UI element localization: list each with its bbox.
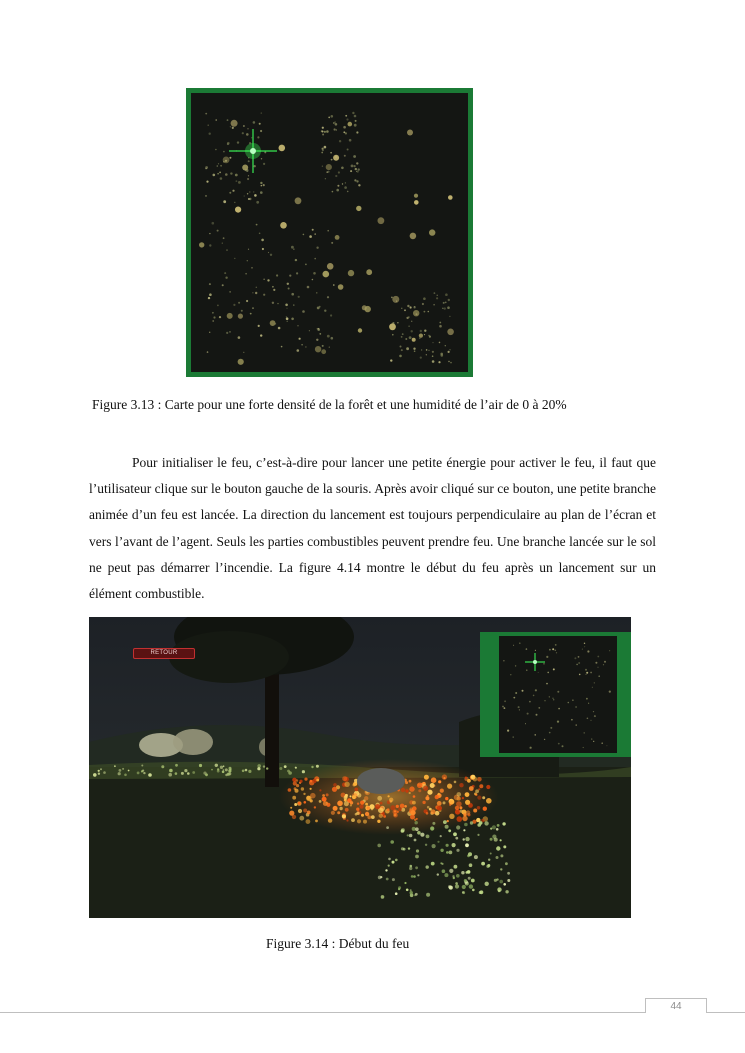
forest-map-image <box>186 88 473 377</box>
back-button[interactable]: RETOUR <box>133 648 195 659</box>
footer-rule <box>0 1012 745 1013</box>
page-number: 44 <box>645 998 707 1013</box>
body-paragraph: Pour initialiser le feu, c’est-à-dire pour lancer une petite énergie pour activer le feu, il faut que l’utilisateur clique sur le bouton gauche de la souris. Après avoir cliqué sur ce bouton, une petite branche animée d’un feu est lancée. La direction du lancement est toujours perpendiculaire au plan de l’écran et vers l’avant de l’agent. Seuls les parties combustibles peuvent prendre feu. Une branche lancée sur le sol ne peut pas démarrer l’incendie. La figure 4.14 montre le début du feu après un lancement sur un élément combustible. <box>89 455 656 602</box>
figure-caption: Figure 3.13 : Carte pour une forte densité de la forêt et une humidité de l’air de 0 à 20% <box>92 397 567 412</box>
game-screenshot <box>89 617 631 918</box>
figure-caption: Figure 3.14 : Début du feu <box>266 936 410 951</box>
